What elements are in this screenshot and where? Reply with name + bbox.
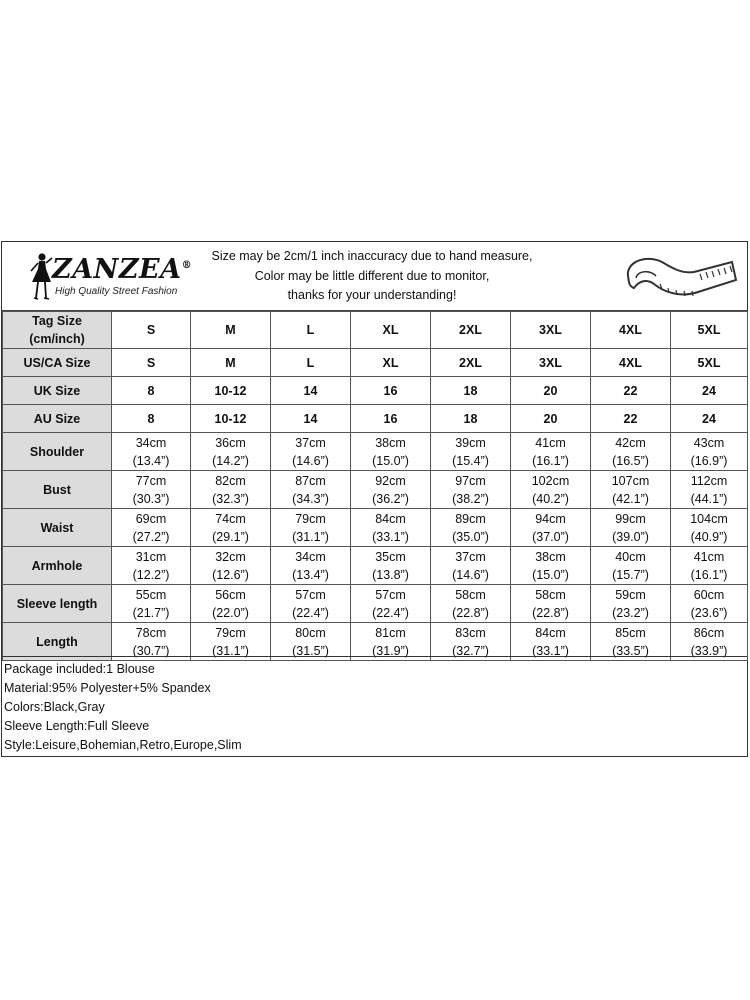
inch-value: (33.1”) [372, 529, 409, 544]
row-label: Bust [3, 471, 112, 509]
inch-value: (30.7”) [132, 643, 170, 658]
table-cell: 10-12 [191, 405, 271, 433]
table-row [3, 471, 748, 509]
cm-value: 34cm [135, 435, 167, 450]
table-cell: L [271, 312, 351, 349]
inch-value: (14.6”) [452, 567, 489, 582]
inch-value: (22.8”) [532, 605, 569, 620]
inch-value: (37.0”) [532, 529, 569, 544]
table-cell [191, 623, 271, 661]
table-cell [671, 547, 748, 585]
inch-value: (14.2”) [212, 453, 249, 468]
inch-value: (13.8”) [372, 567, 409, 582]
cm-value: 34cm [295, 549, 326, 564]
inch-value: (36.2”) [372, 491, 409, 506]
table-cell [671, 433, 748, 471]
notice-line: Color may be little different due to monitor, [254, 268, 490, 283]
inch-value: (32.3”) [212, 491, 249, 506]
row-label: AU Size [3, 405, 112, 433]
table-row [3, 377, 748, 405]
inch-value: (23.2”) [612, 605, 649, 620]
table-cell: 22 [591, 405, 671, 433]
inch-value: (15.4”) [452, 453, 489, 468]
table-cell [431, 623, 511, 661]
inch-value: (44.1”) [690, 491, 728, 506]
table-cell: 18 [431, 405, 511, 433]
cm-value: 80cm [295, 625, 326, 640]
table-cell: S [112, 312, 191, 349]
inch-value: (14.6”) [292, 453, 329, 468]
table-cell: M [191, 312, 271, 349]
cm-value: 83cm [455, 625, 486, 640]
cm-value: 58cm [455, 587, 486, 602]
inch-value: (33.1”) [532, 643, 569, 658]
table-row [3, 547, 748, 585]
cm-value: 41cm [535, 435, 566, 450]
table-row [3, 509, 748, 547]
table-cell [191, 547, 271, 585]
row-label: Armhole [3, 547, 112, 585]
table-cell: S [112, 349, 191, 377]
cm-value: 82cm [215, 473, 246, 488]
cm-value: 35cm [375, 549, 406, 564]
cm-value: 79cm [215, 625, 246, 640]
cm-value: 57cm [375, 587, 406, 602]
inch-value: (15.0”) [532, 567, 569, 582]
cm-value: 102cm [531, 473, 570, 488]
inch-value: (34.3”) [292, 491, 329, 506]
cm-value: 81cm [375, 625, 406, 640]
table-cell: 20 [511, 405, 591, 433]
cm-value: 97cm [455, 473, 486, 488]
cm-value: 84cm [535, 625, 566, 640]
inch-value: (22.8”) [452, 605, 489, 620]
inch-value: (31.1”) [212, 643, 249, 658]
table-cell [591, 433, 671, 471]
table-cell: 14 [271, 405, 351, 433]
info-line-sleeve: Sleeve Length:Full Sleeve [4, 719, 150, 733]
brand-name: ZANZEA [52, 254, 182, 285]
table-cell: 8 [112, 405, 191, 433]
inch-value: (31.9”) [372, 643, 409, 658]
table-cell: 24 [671, 377, 748, 405]
table-cell: 2XL [431, 312, 511, 349]
table-row [3, 312, 748, 349]
cm-value: 56cm [215, 587, 246, 602]
table-cell [671, 623, 748, 661]
inch-value: (23.6”) [690, 605, 728, 620]
table-cell [431, 471, 511, 509]
inch-value: (16.1”) [690, 567, 728, 582]
cm-value: 37cm [455, 549, 486, 564]
table-cell [511, 433, 591, 471]
table-cell [431, 509, 511, 547]
table-cell: 2XL [431, 349, 511, 377]
row-label: Shoulder [3, 433, 112, 471]
table-cell [351, 471, 431, 509]
table-cell [112, 509, 191, 547]
table-cell: 24 [671, 405, 748, 433]
cm-value: 43cm [693, 435, 725, 450]
table-cell [671, 585, 748, 623]
table-cell [191, 509, 271, 547]
table-cell [511, 471, 591, 509]
row-label: Waist [3, 509, 112, 547]
table-cell [511, 509, 591, 547]
table-cell: 4XL [591, 349, 671, 377]
cm-value: 78cm [135, 625, 167, 640]
inch-value: (40.2”) [532, 491, 569, 506]
table-cell: 3XL [511, 349, 591, 377]
table-cell: 5XL [671, 349, 748, 377]
inch-value: (16.9”) [690, 453, 728, 468]
cm-value: 40cm [615, 549, 646, 564]
inch-value: (39.0”) [612, 529, 649, 544]
table-cell [591, 509, 671, 547]
cm-value: 86cm [693, 625, 725, 640]
row-label: Tag Size (cm/inch) [3, 312, 112, 349]
table-cell [112, 547, 191, 585]
table-cell [271, 585, 351, 623]
inch-value: (33.5”) [612, 643, 649, 658]
inch-value: (29.1”) [212, 529, 249, 544]
table-cell [591, 471, 671, 509]
table-cell [271, 623, 351, 661]
table-cell [671, 471, 748, 509]
inch-value: (21.7”) [132, 605, 170, 620]
cm-value: 77cm [135, 473, 167, 488]
info-line-material: Material:95% Polyester+5% Spandex [4, 681, 211, 695]
inch-value: (38.2”) [452, 491, 489, 506]
table-cell: 16 [351, 405, 431, 433]
cm-value: 99cm [615, 511, 646, 526]
cm-value: 41cm [693, 549, 725, 564]
woman-silhouette-icon [28, 252, 54, 302]
table-cell [511, 623, 591, 661]
cm-value: 37cm [295, 435, 326, 450]
cm-value: 94cm [535, 511, 566, 526]
inch-value: (13.4”) [292, 567, 329, 582]
table-cell: 4XL [591, 312, 671, 349]
measuring-tape-icon [620, 248, 740, 306]
table-cell [671, 509, 748, 547]
table-cell: M [191, 349, 271, 377]
inch-value: (22.0”) [212, 605, 249, 620]
cm-value: 107cm [611, 473, 650, 488]
table-cell [191, 585, 271, 623]
table-cell: 5XL [671, 312, 748, 349]
table-cell: XL [351, 312, 431, 349]
table-cell [191, 433, 271, 471]
table-row [3, 585, 748, 623]
inch-value: (12.2”) [132, 567, 170, 582]
table-cell [351, 585, 431, 623]
row-label: Length [3, 623, 112, 661]
size-chart-header [2, 242, 747, 311]
inch-value: (13.4”) [132, 453, 170, 468]
cm-value: 92cm [375, 473, 406, 488]
table-cell [431, 433, 511, 471]
cm-value: 36cm [215, 435, 246, 450]
table-cell [112, 623, 191, 661]
cm-value: 84cm [375, 511, 406, 526]
table-cell [431, 547, 511, 585]
inch-value: (12.6”) [212, 567, 249, 582]
cm-value: 60cm [693, 587, 725, 602]
table-cell [271, 433, 351, 471]
cm-value: 31cm [135, 549, 167, 564]
inch-value: (33.9”) [690, 643, 728, 658]
table-cell [112, 471, 191, 509]
size-chart [1, 241, 748, 757]
table-cell [351, 623, 431, 661]
cm-value: 89cm [455, 511, 486, 526]
inch-value: (15.7”) [612, 567, 649, 582]
table-cell [271, 509, 351, 547]
table-row [3, 349, 748, 377]
row-label: US/CA Size [3, 349, 112, 377]
table-cell [591, 547, 671, 585]
table-cell [511, 585, 591, 623]
table-row [3, 405, 748, 433]
table-cell [191, 471, 271, 509]
inch-value: (42.1”) [612, 491, 649, 506]
table-cell: 14 [271, 377, 351, 405]
inch-value: (31.1”) [292, 529, 329, 544]
measurement-notice [192, 247, 552, 306]
row-label: UK Size [3, 377, 112, 405]
table-cell: 18 [431, 377, 511, 405]
cm-value: 55cm [135, 587, 167, 602]
cm-value: 85cm [615, 625, 646, 640]
trademark-symbol: ® [181, 260, 193, 271]
inch-value: (31.5”) [292, 643, 329, 658]
table-cell: 22 [591, 377, 671, 405]
notice-line: thanks for your understanding! [287, 288, 457, 302]
inch-value: (30.3”) [132, 491, 170, 506]
cm-value: 104cm [690, 511, 728, 526]
notice-line: Size may be 2cm/1 inch inaccuracy due to hand measure, [211, 249, 533, 263]
inch-value: (40.9”) [690, 529, 728, 544]
info-line-colors: Colors:Black,Gray [4, 700, 105, 714]
table-cell [591, 623, 671, 661]
table-cell: L [271, 349, 351, 377]
cm-value: 32cm [215, 549, 246, 564]
table-cell: 16 [351, 377, 431, 405]
table-cell [591, 585, 671, 623]
inch-value: (16.1”) [532, 453, 569, 468]
table-cell: 3XL [511, 312, 591, 349]
table-cell [351, 433, 431, 471]
inch-value: (16.5”) [612, 453, 649, 468]
cm-value: 69cm [135, 511, 167, 526]
table-row [3, 623, 748, 661]
product-info [2, 656, 747, 755]
info-line-style: Style:Leisure,Bohemian,Retro,Europe,Slim [4, 738, 242, 752]
cm-value: 59cm [615, 587, 646, 602]
inch-value: (15.0”) [372, 453, 409, 468]
table-cell [351, 509, 431, 547]
table-cell: 10-12 [191, 377, 271, 405]
inch-value: (22.4”) [372, 605, 409, 620]
info-line-package: Package included:1 Blouse [4, 662, 155, 676]
table-cell: XL [351, 349, 431, 377]
table-cell [351, 547, 431, 585]
cm-value: 42cm [615, 435, 646, 450]
cm-value: 38cm [535, 549, 566, 564]
table-cell: 20 [511, 377, 591, 405]
cm-value: 87cm [295, 473, 326, 488]
cm-value: 39cm [455, 435, 486, 450]
inch-value: (22.4”) [292, 605, 329, 620]
cm-value: 58cm [535, 587, 566, 602]
table-cell [112, 433, 191, 471]
inch-value: (35.0”) [452, 529, 489, 544]
cm-value: 112cm [690, 473, 728, 488]
brand-logo [28, 252, 193, 304]
table-cell [271, 471, 351, 509]
table-cell: 8 [112, 377, 191, 405]
cm-value: 57cm [295, 587, 326, 602]
table-cell [511, 547, 591, 585]
cm-value: 38cm [375, 435, 406, 450]
table-cell [271, 547, 351, 585]
cm-value: 74cm [215, 511, 246, 526]
inch-value: (32.7”) [452, 643, 489, 658]
size-table [2, 311, 748, 661]
table-cell [431, 585, 511, 623]
table-cell [112, 585, 191, 623]
brand-tagline: High Quality Street Fashion [55, 286, 178, 297]
inch-value: (27.2”) [132, 529, 170, 544]
table-row [3, 433, 748, 471]
cm-value: 79cm [295, 511, 326, 526]
row-label: Sleeve length [3, 585, 112, 623]
